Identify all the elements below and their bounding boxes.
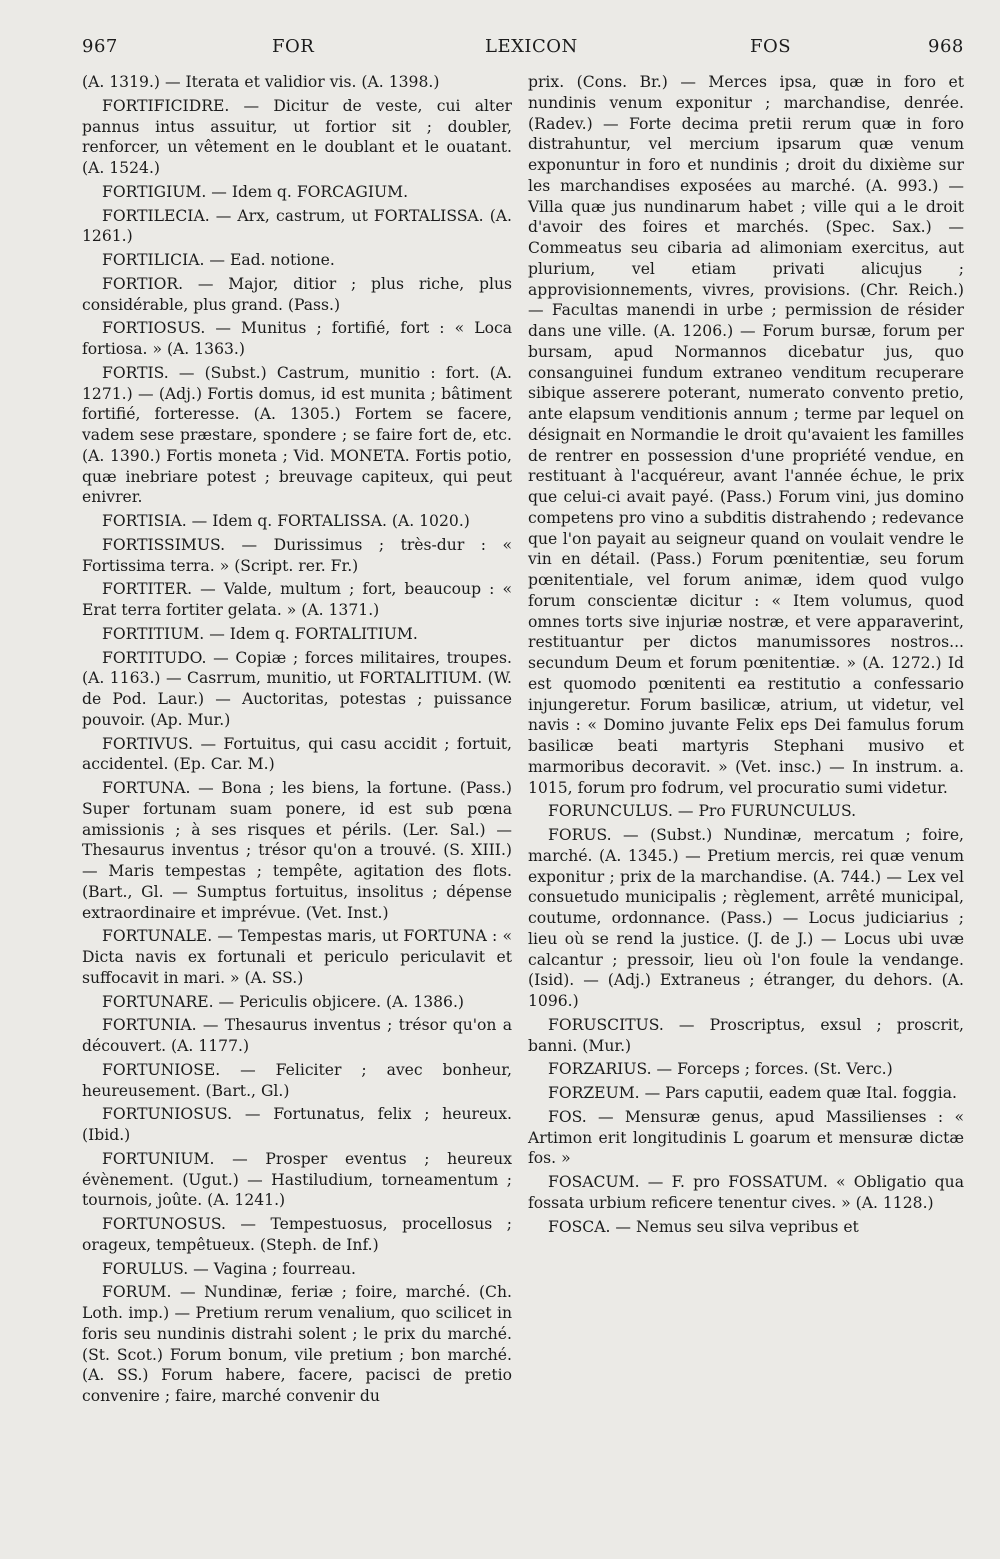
dictionary-entry: FORTUNOSUS. — Tempestuosus, procellosus ; orageux, tempêtueux. (Steph. de Inf.) — [82, 1215, 512, 1254]
dictionary-entry: FORTUNIOSUS. — Fortunatus, felix ; heureux. (Ibid.) — [82, 1105, 512, 1144]
dictionary-entry: FORUS. — (Subst.) Nundinæ, mercatum ; foire, marché. (A. 1345.) — Pretium mercis, rei quæ venum exponitur ; prix de la marchandise. (A. 744.) — Lex vel consuetudo municipalis ; règlement, arrêté municipal, coutume, ordonnance. (Pass.) — Locus judiciarius ; lieu où se rend la justice. (J. de J.) — Locus ubi uvæ calcantur ; pressoir, lieu où l'on foule la vendange. (Isid). — (Adj.) Extraneus ; étranger, du dehors. (A. 1096.) — [528, 826, 964, 1010]
dictionary-entry: (A. 1319.) — Iterata et validior vis. (A. 1398.) — [82, 73, 440, 91]
dictionary-entry: FORZEUM. — Pars caputii, eadem quæ Ital. foggia. — [548, 1084, 957, 1102]
dictionary-entry: prix. (Cons. Br.) — Merces ipsa, quæ in foro et nundinis venum exponitur ; marchandise, denrée. (Radev.) — Forte decima pretii rerum quæ in foro distrahuntur, vel mercium ipsarum quæ venum exponuntur in foro et nundinis ; droit du dixième sur les marchandises exposées au marché. (A. 993.) — Villa quæ jus nundinarum habet ; ville qui a le droit d'avoir des foires et marchés. (Spec. Sax.) — Commeatus seu cibaria ad alimoniam exercitus, aut plurium, vel etiam privati alicujus ; approvisionnements, vivres, provisions. (Chr. Reich.) — Facultas manendi in urbe ; permission de résider dans une ville. (A. 1206.) — Forum bursæ, forum per bursam, apud Normannos dicebatur jus, quo consanguinei fundum extraneo venditum recuperare sibique asserere poterant, numerato convento pretio, ante elapsum venditionis annum ; terme par lequel on désignait en Normandie le droit qu'avaient les familles de rentrer en possession d'une propriété vendue, en restituant à l'acquéreur, avant l'année échue, le prix que celui-ci avait payé. (Pass.) Forum vini, jus domino competens pro vino a subditis distrahendo ; redevance que l'on payait au seigneur quand on voulait vendre le vin en détail. (Pass.) Forum pœnitentiæ, seu forum pœnitentiale, vel forum animæ, idem quod vulgo forum conscientæ dicitur : « Item volumus, quod omnes torts sive injuriæ nostræ, et vere apparaverint, restituantur per dictos manumissores nostros... secundum Deum et forum pœnitentiæ. » (A. 1272.) Id est quomodo pœnitenti ea restitutio a confessario injungeretur. Forum basilicæ, atrium, ut videtur, vel navis : « Domino juvante Felix eps Dei famulus forum basilicæ beati martyris Stephani musivo et marmoribus decoravit. » (Vet. insc.) — In instrum. a. 1015, forum pro fodrum, vel procuratio sumi videtur. — [528, 73, 964, 797]
dictionary-entry: FORTITUDO. — Copiæ ; forces militaires, troupes. (A. 1163.) — Casrrum, munitio, ut FORTALITIUM. (W. de Pod. Laur.) — Auctoritas, potestas ; puissance pouvoir. (Ap. Mur.) — [82, 648, 512, 729]
dictionary-entry: FORUNCULUS. — Pro FURUNCULUS. — [548, 802, 857, 821]
dictionary-entry: FOS. — Mensuræ genus, apud Massilienses : « Artimon erit longitudinis L goarum et mensuræ dictæ fos. » — [528, 1107, 964, 1168]
dictionary-entry: FORTISIA. — Idem q. FORTALISSA. (A. 1020.) — [102, 512, 470, 530]
dictionary-entry: FORZARIUS. — Forceps ; forces. (St. Verc.) — [548, 1060, 893, 1079]
dictionary-entry: FORTUNA. — Bona ; les biens, la fortune. (Pass.) Super fortunam suam ponere, id est sub pœna amissionis ; à ses risques et périls. (Ler. Sal.) — Thesaurus inventus ; trésor qu'on a trouvé. (S. XIII.) — Maris tempestas ; tempête, agitation des flots. (Bart., Gl. — Sumptus fortuitus, insolitus ; dépense extraordinaire et imprévue. (Vet. Inst.) — [82, 779, 512, 922]
dictionary-entry: FORTIOSUS. — Munitus ; fortifié, fort : « Loca fortiosa. » (A. 1363.) — [82, 319, 512, 358]
dictionary-entry: FORTUNIOSE. — Feliciter ; avec bonheur, heureusement. (Bart., Gl.) — [82, 1060, 512, 1100]
dictionary-entry: FORTIFICIDRE. — Dicitur de veste, cui alter pannus intus assuitur, ut fortior sit ; doubler, renforcer, un vêtement en le doublant et le ouatant. (A. 1524.) — [82, 96, 512, 177]
dictionary-entry: FORTIS. — (Subst.) Castrum, munitio : fort. (A. 1271.) — (Adj.) Fortis domus, id est munita ; bâtiment fortifié, forteresse. (A. 1305.) Fortem se facere, vadem sese præstare, spondere ; se faire fort de, etc. (A. 1390.) Fortis moneta ; Vid. MONETA. Fortis potio, quæ inebriare potest ; breuvage capiteux, qui peut enivrer. — [82, 363, 512, 507]
dictionary-entry: FORTIGIUM. — Idem q. FORCAGIUM. — [102, 182, 409, 201]
right-running-head: FOS — [750, 36, 792, 57]
dictionary-entry: FORTUNALE. — Tempestas maris, ut FORTUNA : « Dicta navis ex fortunali et periculo periculavit et suffocavit in mari. » (A. SS.) — [82, 927, 512, 987]
left-running-head: FOR — [272, 36, 315, 57]
dictionary-entry: FORTUNIA. — Thesaurus inventus ; trésor qu'on a découvert. (A. 1177.) — [82, 1016, 512, 1055]
dictionary-entry: FORTIVUS. — Fortuitus, qui casu accidit ; fortuit, accidentel. (Ep. Car. M.) — [82, 734, 512, 774]
dictionary-entry: FORTILECIA. — Arx, castrum, ut FORTALISSA. (A. 1261.) — [82, 206, 512, 246]
dictionary-entry: FORTUNIUM. — Prosper eventus ; heureux évènement. (Ugut.) — Hastiludium, torneamentum ; tournois, joûte. (A. 1241.) — [82, 1149, 512, 1210]
dictionary-entry: FORULUS. — Vagina ; fourreau. — [102, 1259, 356, 1278]
left-column — [82, 72, 512, 1410]
right-column — [528, 72, 964, 1240]
right-page-number: 968 — [928, 36, 964, 57]
dictionary-entry: FORTISSIMUS. — Durissimus ; très-dur : « Fortissima terra. » (Script. rer. Fr.) — [82, 535, 512, 575]
dictionary-entry: FORTILICIA. — Ead. notione. — [102, 251, 335, 269]
dictionary-entry: FORTITER. — Valde, multum ; fort, beaucoup : « Erat terra fortiter gelata. » (A. 1371.) — [82, 580, 512, 619]
dictionary-entry: FORTIOR. — Major, ditior ; plus riche, plus considérable, plus grand. (Pass.) — [82, 274, 512, 314]
dictionary-entry: FORUSCITUS. — Proscriptus, exsul ; proscrit, banni. (Mur.) — [528, 1015, 964, 1055]
left-page-number: 967 — [82, 36, 118, 57]
dictionary-entry: FORTUNARE. — Periculis objicere. (A. 1386.) — [102, 992, 465, 1011]
dictionary-entry: FORUM. — Nundinæ, feriæ ; foire, marché. (Ch. Loth. imp.) — Pretium rerum venalium, quo scilicet in foris seu nundinis distrahi solent ; le prix du marché. (St. Scot.) Forum bonum, vile pretium ; bon marché. (A. SS.) Forum habere, facere, pacisci de pretio convenire ; faire, marché convenir du — [82, 1283, 512, 1405]
center-title: LEXICON — [485, 36, 578, 57]
dictionary-entry: FOSACUM. — F. pro FOSSATUM. « Obligatio qua fossata urbium reficere tenentur cives. » (A. 1128.) — [528, 1173, 964, 1212]
dictionary-entry: FOSCA. — Nemus seu silva vepribus et — [548, 1217, 859, 1236]
dictionary-entry: FORTITIUM. — Idem q. FORTALITIUM. — [102, 624, 418, 643]
